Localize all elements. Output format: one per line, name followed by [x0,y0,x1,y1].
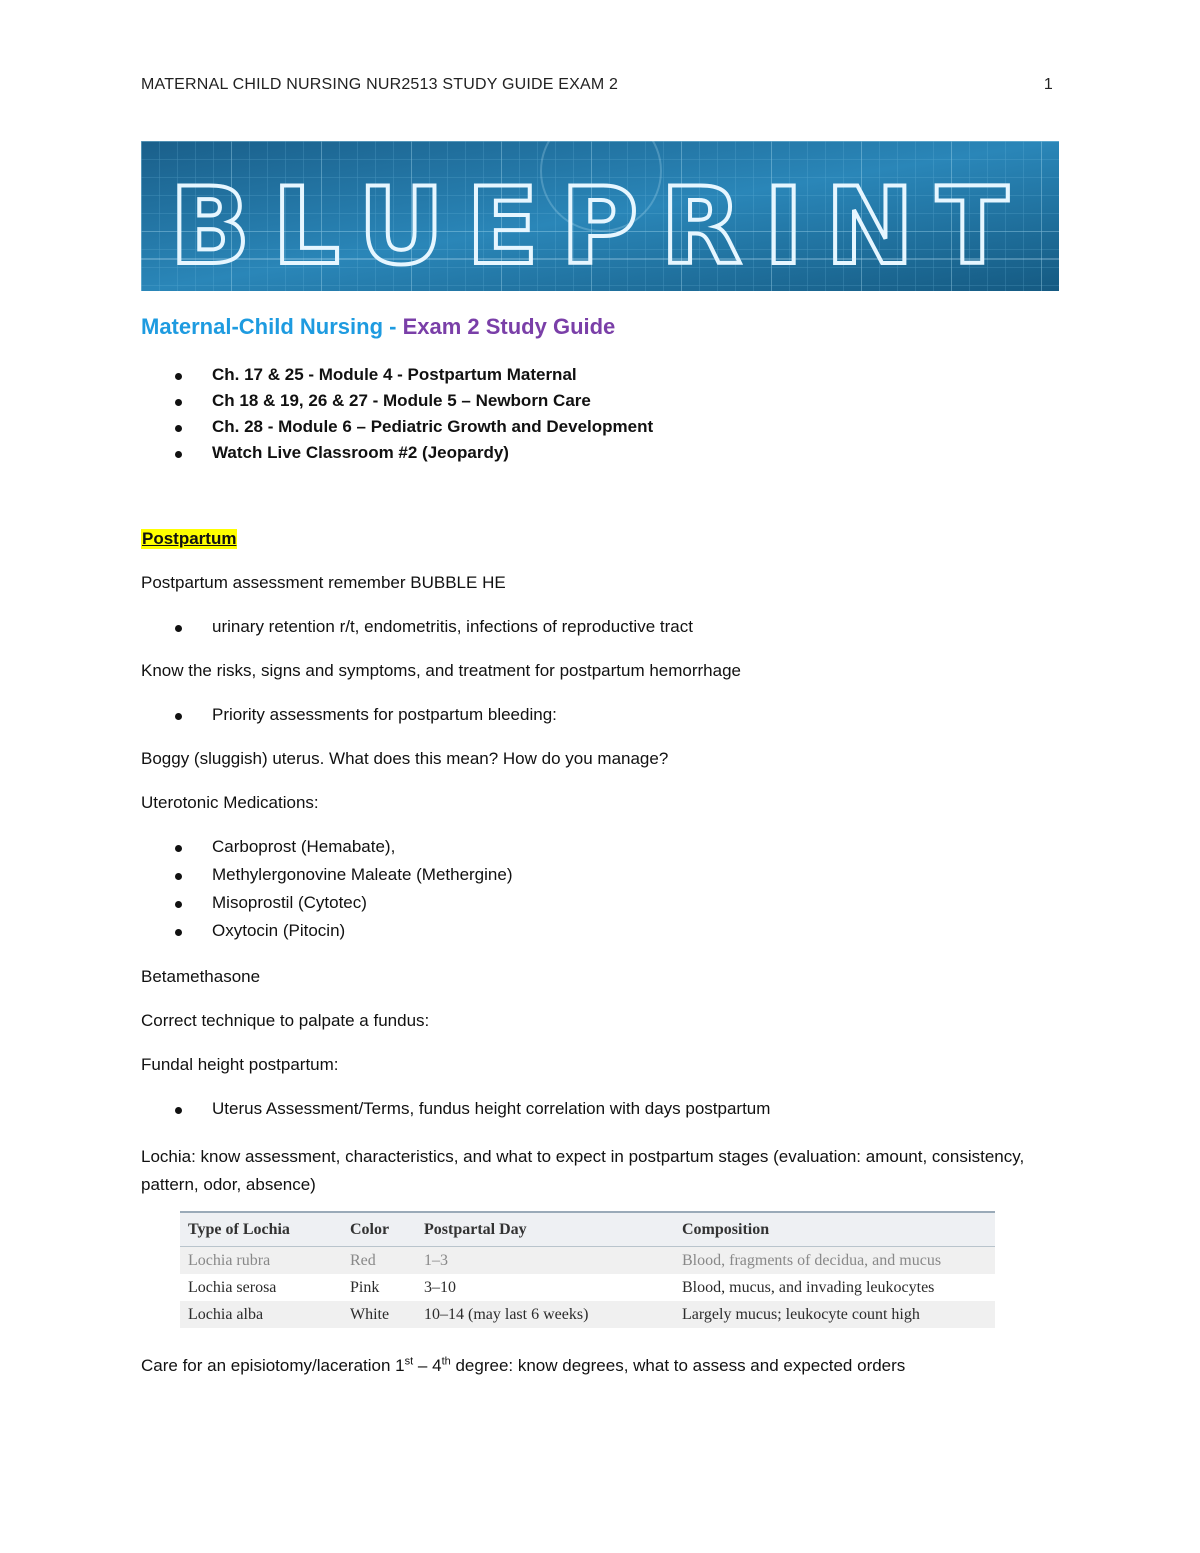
table-cell: Blood, fragments of decidua, and mucus [674,1247,995,1275]
assessment-bullets [141,617,693,637]
palpate-fundus-text: Correct technique to palpate a fundus: [141,1011,430,1030]
medication-item: Carboprost (Hemabate), [141,837,513,865]
table-cell: 3–10 [416,1274,674,1301]
page-number: 1 [1043,76,1053,93]
ordinal-th: th [441,1355,451,1368]
medication-item: Methylergonovine Maleate (Methergine) [141,865,513,893]
title-part-2: Exam 2 Study Guide [402,314,616,339]
title-part-1: Maternal-Child Nursing - [141,314,403,339]
medication-item: Oxytocin (Pitocin) [141,921,513,949]
bullet-item: Uterus Assessment/Terms, fundus height correlation with days postpartum [141,1099,770,1119]
hemorrhage-text: Know the risks, signs and symptoms, and treatment for postpartum hemorrhage [141,661,741,680]
module-item: Ch. 17 & 25 - Module 4 - Postpartum Maternal [141,365,653,391]
table-cell: 10–14 (may last 6 weeks) [416,1301,674,1328]
blueprint-banner-image [141,141,1059,291]
betamethasone-text: Betamethasone [141,967,261,986]
episiotomy-mid: – 4 [413,1356,442,1375]
running-header [141,76,1053,94]
medication-item: Misoprostil (Cytotec) [141,893,513,921]
table-header-cell: Postpartal Day [416,1212,674,1247]
fundal-height-text: Fundal height postpartum: [141,1055,339,1074]
fundal-bullets [141,1099,770,1119]
module-item: Watch Live Classroom #2 (Jeopardy) [141,443,653,469]
module-item: Ch 18 & 19, 26 & 27 - Module 5 – Newborn Care [141,391,653,417]
table-row [180,1274,995,1301]
hemorrhage-bullets [141,705,557,725]
boggy-uterus-text: Boggy (sluggish) uterus. What does this mean? How do you manage? [141,749,669,768]
uterotonic-heading: Uterotonic Medications: [141,793,319,812]
module-item: Ch. 28 - Module 6 – Pediatric Growth and Development [141,417,653,443]
bullet-item: urinary retention r/t, endometritis, infections of reproductive tract [141,617,693,637]
section-heading-postpartum: Postpartum [142,529,237,548]
table-header-cell: Composition [674,1212,995,1247]
banner-word: BLUEPRINT [169,165,1031,288]
episiotomy-text [141,1356,1041,1376]
bullet-item: Priority assessments for postpartum bleeding: [141,705,557,725]
table-cell: Red [342,1247,416,1275]
table-header-cell: Type of Lochia [180,1212,342,1247]
episiotomy-pre: Care for an episiotomy/laceration 1 [141,1356,405,1375]
assessment-text: Postpartum assessment remember BUBBLE HE [141,573,506,592]
table-cell: Pink [342,1274,416,1301]
table-cell: Lochia rubra [180,1247,342,1275]
document-title [141,314,615,340]
table-cell: 1–3 [416,1247,674,1275]
episiotomy-post: degree: know degrees, what to assess and expected orders [450,1356,906,1375]
table-cell: Lochia alba [180,1301,342,1328]
lochia-text: Lochia: know assessment, characteristics, and what to expect in postpartum stages (evaluation: amount, consistency, pattern, odor, absence) [141,1147,1025,1194]
medication-list [141,837,513,949]
table-cell: Blood, mucus, and invading leukocytes [674,1274,995,1301]
header-title: MATERNAL CHILD NURSING NUR2513 STUDY GUIDE EXAM 2 [141,76,619,93]
table-cell: Largely mucus; leukocyte count high [674,1301,995,1328]
table-cell: Lochia serosa [180,1274,342,1301]
table-row [180,1247,995,1275]
table-header-row [180,1212,995,1247]
module-list [141,365,653,469]
lochia-table [180,1211,995,1328]
ordinal-st: st [404,1355,414,1368]
table-row [180,1301,995,1328]
table-cell: White [342,1301,416,1328]
table-header-cell: Color [342,1212,416,1247]
